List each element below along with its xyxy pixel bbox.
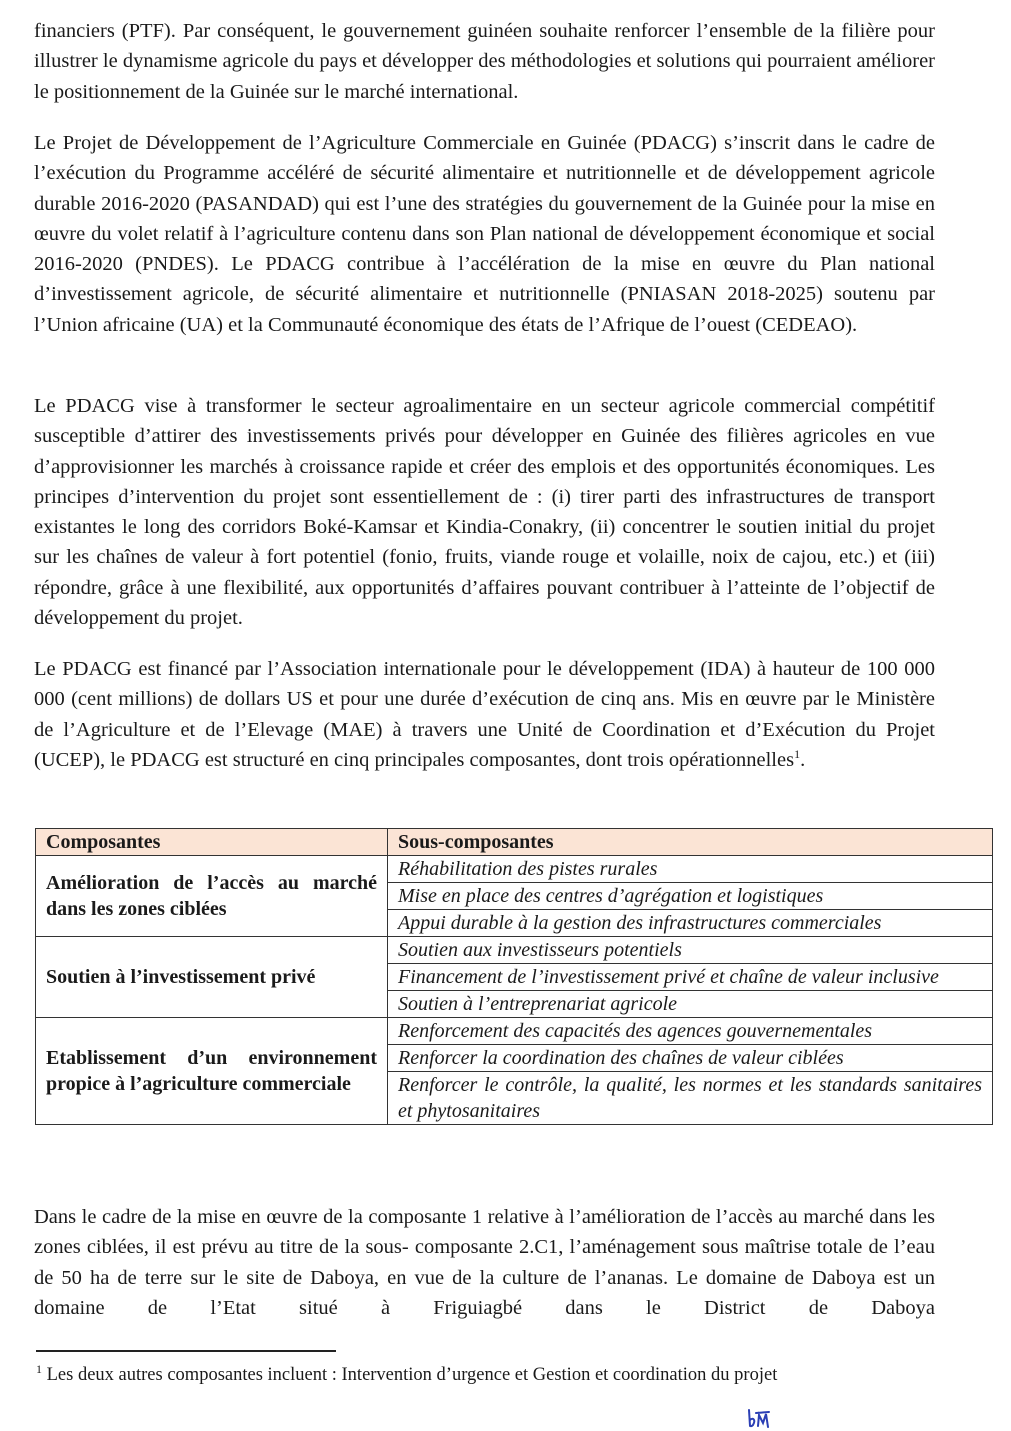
sous-composante-cell: Appui durable à la gestion des infrastructures commerciales <box>388 910 993 937</box>
paragraph-daboya: Dans le cadre de la mise en œuvre de la composante 1 relative à l’amélioration de l’accès au marché dans les zones ciblées, il est prévu au titre de la sous- composante 2.C1, l’aménagement sous maîtrise totale de l’eau de 50 ha de terre sur le site de Daboya, en vue de la culture de l’ananas. Le domaine de Daboya est un domaine de l’Etat situé à Friguiagbé dans le District de Daboya <box>34 1206 935 1319</box>
components-table <box>35 828 993 1125</box>
sous-composante-cell: Soutien à l’entreprenariat agricole <box>388 991 993 1018</box>
paragraph-pdacg-objectives: Le PDACG vise à transformer le secteur agroalimentaire en un secteur agricole commercial compétitif susceptible d’attirer des investissements privés pour développer en Guinée des filières agricoles en vue d’approvisionner les marchés à croissance rapide et créer des emplois et des opportunités économiques. Les principes d’intervention du projet sont essentiellement de : (i) tirer parti des infrastructures de transport existantes le long des corridors Boké-Kamsar et Kindia-Conakry, (ii) concentrer le soutien initial du projet sur les chaînes de valeur à fort potentiel (fonio, fruits, viande rouge et volaille, noix de cajou, etc.) et (iii) répondre, grâce à une flexibilité, aux opportunités d’affaires pouvant contribuer à l’atteinte de l’objectif de développement du projet. <box>34 395 935 630</box>
sous-composante-cell: Renforcement des capacités des agences gouvernementales <box>388 1018 993 1045</box>
sous-composante-cell: Renforcer le contrôle, la qualité, les normes et les standards sanitaires et phytosanitaires <box>388 1072 993 1125</box>
sous-composante-cell: Réhabilitation des pistes rurales <box>388 856 993 883</box>
header-sous-composantes: Sous-composantes <box>388 829 993 856</box>
footnote-number: 1 <box>36 1361 42 1376</box>
paragraph-pdacg-context: Le Projet de Développement de l’Agriculture Commerciale en Guinée (PDACG) s’inscrit dans le cadre de l’exécution du Programme accéléré de sécurité alimentaire et nutritionnelle et de développement agricole durable 2016-2020 (PASANDAD) qui est l’une des stratégies du gouvernement de la Guinée pour la mise en œuvre du volet relatif à l’agriculture contenu dans son Plan national de développement économique et social 2016-2020 (PNDES). Le PDACG contribue à l’accélération de la mise en œuvre du Plan national d’investissement agricole, de sécurité alimentaire et nutritionnelle (PNIASAN 2018-2025) soutenu par l’Union africaine (UA) et la Communauté économique des états de l’Afrique de l’ouest (CEDEAO). <box>34 132 935 336</box>
header-composantes: Composantes <box>36 829 388 856</box>
sous-composante-cell: Soutien aux investisseurs potentiels <box>388 937 993 964</box>
signature-initials-mark <box>745 1408 775 1430</box>
table-row <box>36 856 993 883</box>
table-row <box>36 937 993 964</box>
sous-composante-cell: Financement de l’investissement privé et chaîne de valeur inclusive <box>388 964 993 991</box>
table-row <box>36 1018 993 1045</box>
financing-text: Le PDACG est financé par l’Association internationale pour le développement (IDA) à hauteur de 100 000 000 (cent millions) de dollars US et pour une durée d’exécution de cinq ans. Mis en œuvre par le Ministère de l’Agriculture et de l’Elevage (MAE) à travers une Unité de Coordination et d’Exécution du Projet (UCEP), le PDACG est structuré en cinq principales composantes, dont trois opérationnelles <box>34 658 935 771</box>
composante-cell: Soutien à l’investissement privé <box>36 937 388 1018</box>
paragraph-ptf: financiers (PTF). Par conséquent, le gouvernement guinéen souhaite renforcer l’ensemble de la filière pour illustrer le dynamisme agricole du pays et développer des méthodologies et solutions qui pourraient améliorer le positionnement de la Guinée sur le marché international. <box>34 20 935 103</box>
footnote-divider <box>36 1350 336 1352</box>
sous-composante-cell: Renforcer la coordination des chaînes de valeur ciblées <box>388 1045 993 1072</box>
sous-composante-cell: Mise en place des centres d’agrégation et logistiques <box>388 883 993 910</box>
footnote <box>36 1363 777 1387</box>
composante-cell: Etablissement d’un environnement propice à l’agriculture commerciale <box>36 1018 388 1125</box>
footnote-text: Les deux autres composantes incluent : Intervention d’urgence et Gestion et coordination du projet <box>46 1365 778 1385</box>
composante-cell: Amélioration de l’accès au marché dans les zones ciblées <box>36 856 388 937</box>
table-header-row <box>36 829 993 856</box>
paragraph-pdacg-financing: Le PDACG est financé par l’Association internationale pour le développement (IDA) à hauteur de 100 000 000 (cent millions) de dollars US et pour une durée d’exécution de cinq ans. Mis en œuvre par le Ministère de l’Agriculture et de l’Elevage (MAE) à travers une Unité de Coordination et d’Exécution du Projet (UCEP), le PDACG est structuré en cinq principales composantes, dont trois opérationnelles$^1$. <box>34 658 935 771</box>
footnote-ref: 1 <box>794 747 801 762</box>
